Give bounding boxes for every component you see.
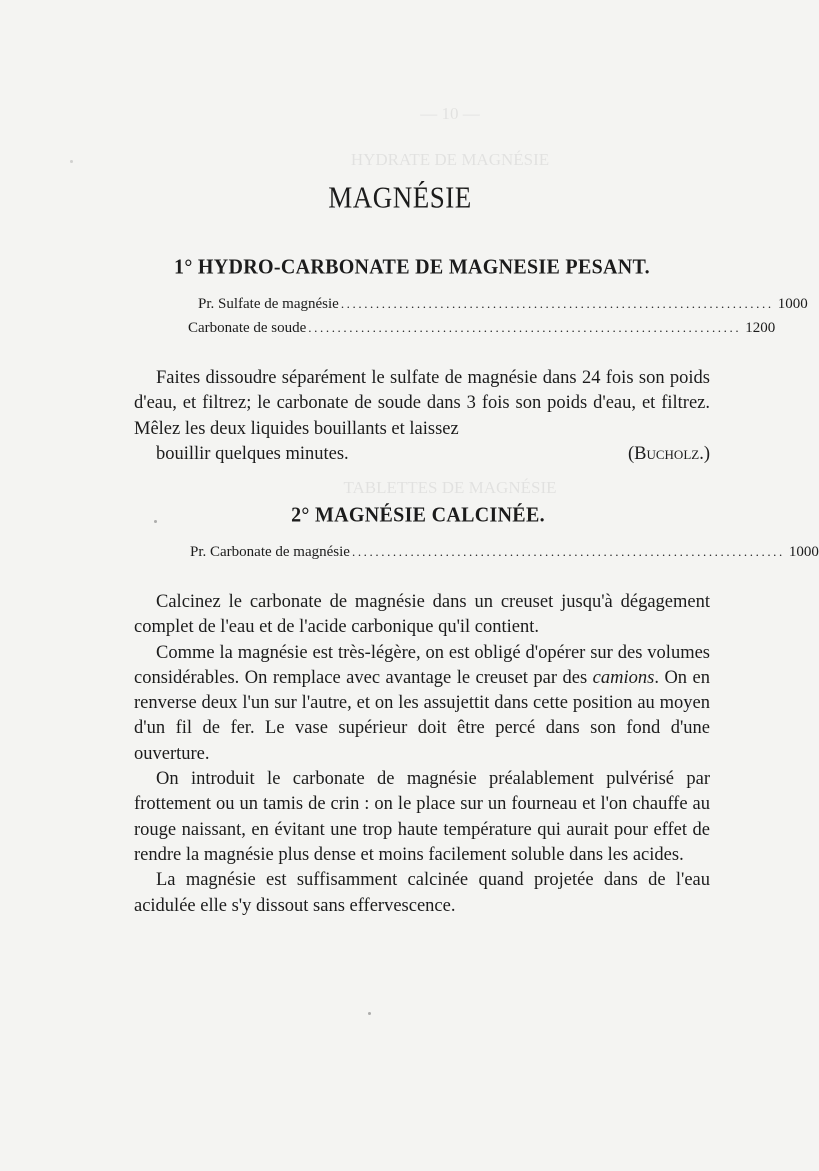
bleed-heading-a: HYDRATE DE MAGNÉSIE [350,150,550,169]
paragraph-3-rest: . On en renverse deux l'un sur l'autre, et on les assujettit dans cette position au moyen d'un fil de fer. Le vase supérieur doit être percé dans son fond d'une ouverture. [134,667,711,764]
leader-dots: .......................................................................... [351,544,785,559]
paragraph-2: Calcinez le carbonate de magnésie dans un creuset jusqu'à dégagement complet de l'eau et de l'acide carbonique qu'il contient. [134,592,710,638]
leader-dots: .......................................................................... [340,296,774,311]
paragraph-1: Faites dissoudre séparément le sulfate de magnésie dans 24 fois son poids d'eau, et filtrez; le carbonate de soude dans 3 fois son poids d'eau, et filtrez. Mêlez les deux liquides bouillants et laissez [134,368,710,439]
page-title: MAGNÉSIE [328,179,472,215]
recipe-ingredient: Carbonate de soude [188,320,307,336]
last-line-text: bouillir quelques minutes. [156,443,349,464]
section-2-body [134,590,710,919]
section-1-body [134,366,710,467]
recipe-line-carbonate [188,320,776,337]
paragraph-5: La magnésie est suffisamment calcinée quand projetée dans de l'eau acidulée elle s'y dissout sans effervescence. [134,870,710,916]
paragraph-4: On introduit le carbonate de magnésie préalablement pulvérisé par frottement ou un tamis de crin : on le place sur un fourneau et l'on chauffe au rouge naissant, en évitant une trop haute température qui aurait pour effet de rendre la magnésie plus dense et moins facilement soluble dans les acides. [134,769,710,865]
section-heading-2: 2° MAGNÉSIE CALCINÉE. [291,503,545,527]
recipe-quantity: 1000 [788,544,819,560]
ink-speck [70,160,73,163]
paragraph-3 [134,641,710,767]
ink-speck [368,1012,371,1015]
recipe-quantity: 1000 [777,296,808,312]
recipe-ingredient: Pr. Carbonate de magnésie [190,544,350,560]
paragraph-3-start: Comme la magnésie est très-légère, on est obligé d'opérer sur des volumes considérables. On remplace avec avantage le creuset par des [134,642,710,688]
ink-speck [154,520,157,523]
italic-word: camions [592,667,655,688]
attribution: (Bucholz.) [627,443,710,464]
recipe-ingredient: Pr. Sulfate de magnésie [198,296,339,312]
section-heading-1: 1° HYDRO-CARBONATE DE MAGNESIE PESANT. [174,255,650,279]
recipe-line-carbonate-magnesie [190,544,819,561]
recipe-quantity: 1200 [745,320,776,336]
paragraph-1-end [134,442,710,467]
bleed-folio: — 10 — [420,104,480,123]
bleed-heading-b: TABLETTES DE MAGNÉSIE [343,478,557,497]
leader-dots: .......................................................................... [308,320,742,335]
recipe-line-sulfate [198,296,808,313]
